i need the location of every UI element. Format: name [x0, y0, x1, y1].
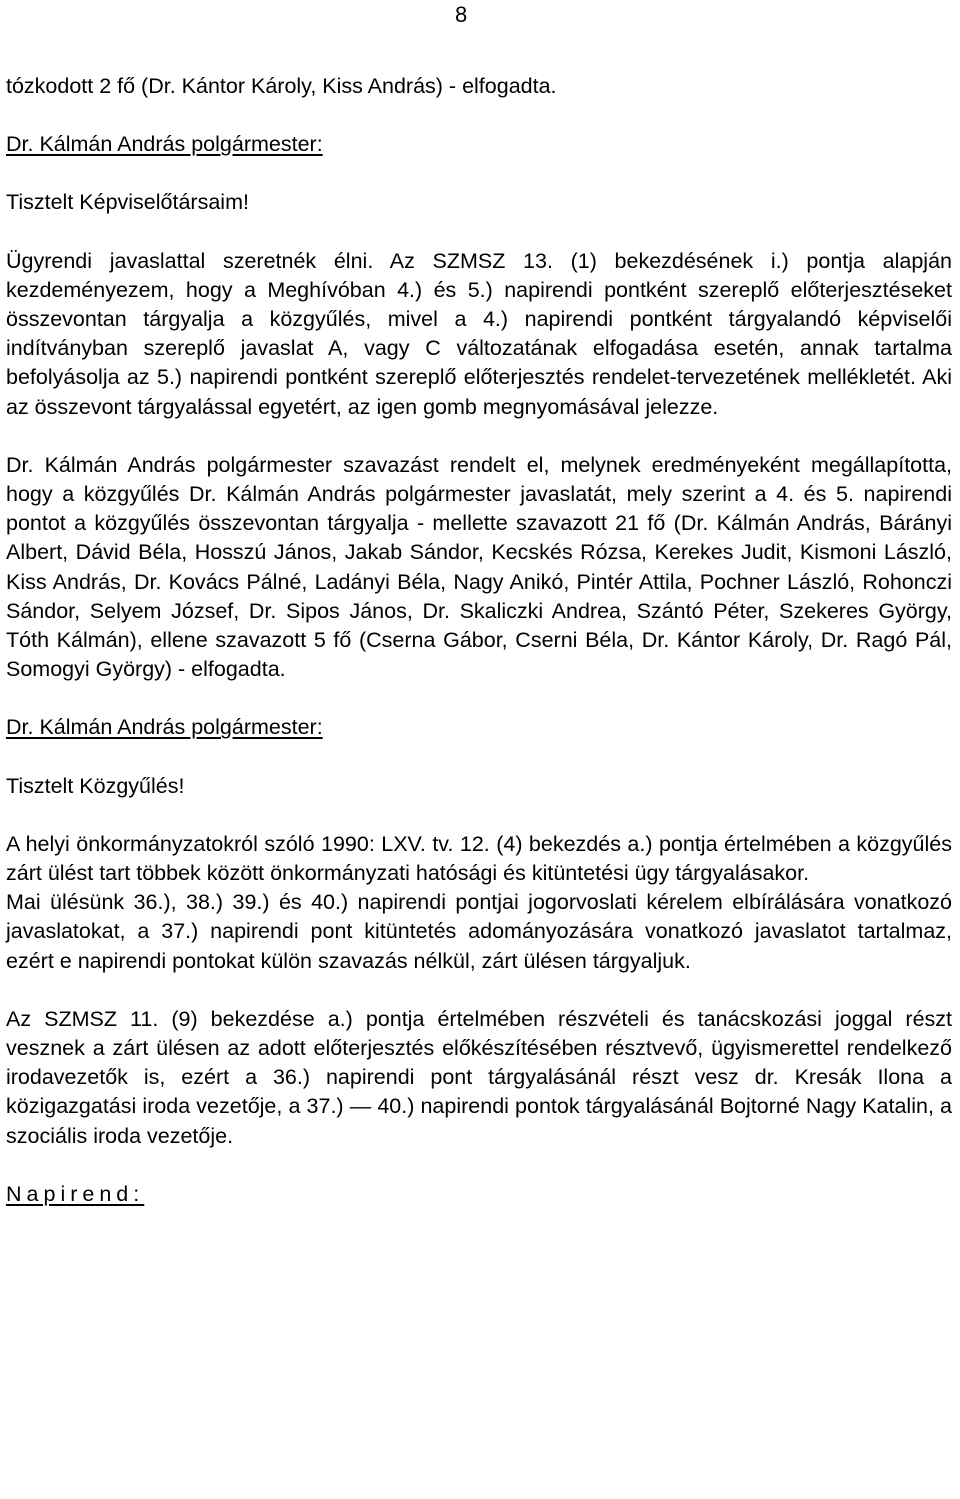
text-paragraph: Dr. Kálmán András polgármester szavazást rendelt el, melynek eredményeként megállapította, hogy a közgyűlés Dr. Kálmán András polgármester javaslatát, mely szerint a 4. és 5. napirendi pontot a közgyűlés összevontan tárgyalja - mellette szavazott 21 fő (Dr. Kálmán András, Bárányi Albert, Dávid Béla, Hosszú János, Jakab Sándor, Kecskés Rózsa, Kerekes Judit, Kismoni László, Kiss András, Dr. Kovács Pálné, Ladányi Béla, Nagy Anikó, Pintér Attila, Pochner László, Rohonczi Sándor, Selyem József, Dr. Sipos János, Dr. Skaliczki Andrea, Szántó Péter, Szekeres György, Tóth Kálmán), ellene szavazott 5 fő (Cserna Gábor, Cserni Béla, Dr. Kántor Károly, Dr. Ragó Pál, Somogyi György) - elfogadta.	[6, 452, 952, 682]
text-paragraph: Ügyrendi javaslattal szeretnék élni. Az SZMSZ 13. (1) bekezdésének i.) pontja alapján kezdeményezem, hogy a Meghívóban 4.) és 5.) napirendi pontként szereplő előterjesztéseket összevontan tárgyalja a közgyűlés, mivel a 4.) napirendi pontként tárgyalandó képviselői indítványban szereplő javaslat A, vagy C változatának elfogadása esetén, annak tartalma befolyásolja az 5.) napirendi pontként szereplő előterjesztés rendelet-tervezetének mellékletét. Aki az összevont tárgyalással egyetért, az igen gomb megnyomásával jelezze.	[6, 248, 952, 419]
text-paragraph: Tisztelt Képviselőtársaim!	[6, 190, 249, 215]
text-paragraph: A helyi önkormányzatokról szóló 1990: LXV. tv. 12. (4) bekezdés a.) pontja értelmében a közgyűlés zárt ülést tart többek között önkormányzati hatósági és kitüntetési ügy tárgyalásakor.	[6, 831, 952, 886]
document-body	[6, 72, 952, 1209]
text-paragraph: Tisztelt Közgyűlés!	[6, 773, 185, 798]
speaker-heading: Dr. Kálmán András polgármester:	[6, 132, 323, 157]
text-paragraph: tózkodott 2 fő (Dr. Kántor Károly, Kiss András) - elfogadta.	[6, 74, 557, 98]
text-paragraph: Az SZMSZ 11. (9) bekezdése a.) pontja értelmében részvételi és tanácskozási joggal részt vesznek a zárt ülésen az adott előterjesztés előkészítésében résztvevő, ügyismerettel rendelkező irodavezetők is, ezért a 36.) napirendi pont tárgyalásánál részt vesz dr. Kresák Ilona a közigazgatási iroda vezetője, a 37.) — 40.) napirendi pontok tárgyalásánál Bojtorné Nagy Katalin, a szociális iroda vezetője.	[6, 1006, 952, 1148]
agenda-heading: Napirend:	[6, 1181, 145, 1206]
page-number: 8	[455, 2, 468, 27]
text-paragraph: Mai ülésünk 36.), 38.) 39.) és 40.) napirendi pontjai jogorvoslati kérelem elbírálására vonatkozó javaslatokat, a 37.) napirendi pont kitüntetés adományozására vonatkozó javaslatot tartalmaz, ezért e napirendi pontokat külön szavazás nélkül, zárt ülésen tárgyaljuk.	[6, 890, 952, 973]
speaker-heading: Dr. Kálmán András polgármester:	[6, 715, 323, 740]
